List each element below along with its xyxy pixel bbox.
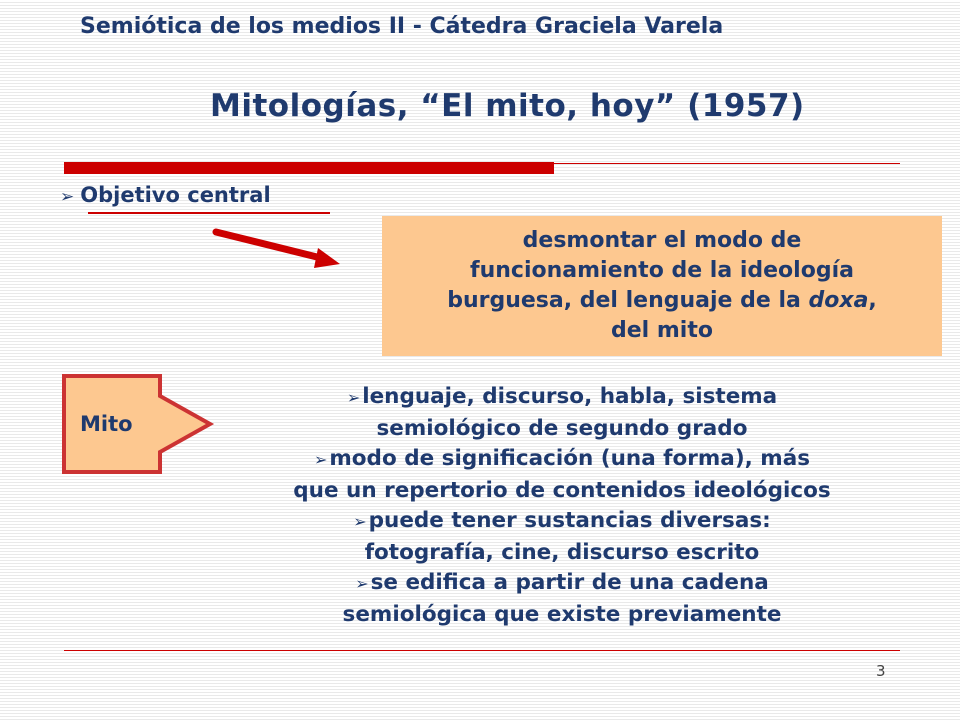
goal-emphasis: doxa [808, 288, 869, 313]
item-text: puede tener sustancias diversas: [368, 508, 771, 533]
goal-line: funcionamiento de la ideología [470, 258, 854, 283]
objective-underline [88, 212, 330, 214]
footer-rule [64, 650, 900, 651]
goal-line: desmontar el modo de [522, 228, 802, 253]
list-item [216, 506, 908, 538]
goal-line [396, 286, 928, 316]
arrow-bullet-icon: ➢ [355, 574, 369, 593]
goal-text: , [868, 288, 877, 313]
slide-title: Mitologías, “El mito, hoy” (1957) [210, 88, 805, 124]
arrow-bullet-icon: ➢ [313, 450, 328, 469]
objective-label: Objetivo central [80, 183, 271, 207]
arrow-bullet-icon: ➢ [60, 187, 75, 207]
title-divider-rule [554, 163, 900, 164]
list-item [216, 568, 908, 600]
mito-description [216, 382, 908, 630]
red-arrow-icon [210, 222, 350, 272]
list-item [216, 382, 908, 414]
list-item [216, 444, 908, 476]
item-text: lenguaje, discurso, habla, sistema [362, 384, 778, 409]
objective-heading [60, 183, 271, 207]
item-text: se edifica a partir de una cadena [370, 570, 769, 595]
goal-text: burguesa, del lenguaje de la [447, 288, 809, 313]
central-objective-box [382, 216, 942, 356]
mito-label: Mito [80, 412, 133, 436]
item-text: modo de significación (una forma), más [329, 446, 811, 471]
list-item-continuation: fotografía, cine, discurso escrito [364, 539, 760, 565]
course-title: Semiótica de los medios II - Cátedra Graciela Varela [80, 14, 724, 39]
title-divider-bar [64, 162, 554, 174]
list-item-continuation: semiológica que existe previamente [342, 601, 782, 627]
list-item-continuation: que un repertorio de contenidos ideológicos [293, 477, 831, 503]
arrow-bullet-icon: ➢ [353, 512, 367, 531]
arrow-bullet-icon: ➢ [346, 388, 361, 407]
page-number: 3 [876, 662, 886, 680]
list-item-continuation: semiológico de segundo grado [376, 415, 748, 441]
goal-line: del mito [611, 318, 713, 343]
